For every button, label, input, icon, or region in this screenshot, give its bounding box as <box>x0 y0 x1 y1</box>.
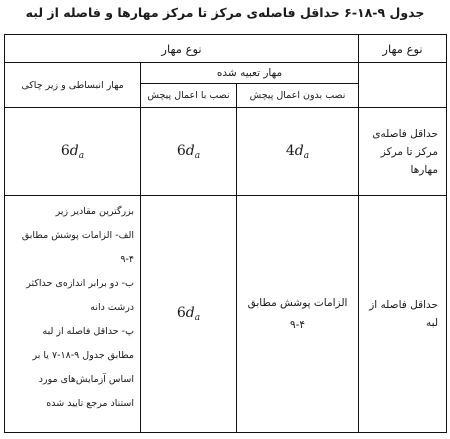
note-line: الف- الزامات پوشش مطابق <box>21 230 135 241</box>
anchor-type-group-header: نوع مهار <box>5 35 359 63</box>
no-torque-header: نصب بدون اعمال پیچش <box>237 84 359 108</box>
row-label-line: مهارها <box>410 163 439 176</box>
note-line: بزرگترین مقادیر زیر <box>55 206 135 217</box>
note-line: درشت دانه <box>90 302 135 313</box>
installed-anchor-header: مهار تعبیه شده <box>141 63 359 84</box>
row-label-line: حداقل فاصله‌ی <box>372 127 439 140</box>
note-line: استناد مرجع تایید شده <box>46 398 135 409</box>
note-line: ۹-۴ <box>120 254 135 265</box>
center-spacing-no-torque: $4d_a$ <box>237 108 359 196</box>
cell-line: ۹-۴ <box>289 319 306 331</box>
expansion-anchor-header: مهار انبساطی و زیر چاکی <box>5 63 141 108</box>
table-caption: جدول ۹-۱۸-۶ حداقل فاصله‌ی مرکز تا مرکز مهارها و فاصله از لبه <box>25 5 425 20</box>
note-line: مطابق جدول ۹-۱۸-۷ یا بر <box>32 350 135 361</box>
with-torque-header: نصب با اعمال پیچش <box>141 84 237 108</box>
note-line: پ- حداقل فاصله از لبه <box>42 326 135 337</box>
edge-distance-with-torque: $6d_a$ <box>141 196 237 433</box>
center-spacing-with-torque: $6d_a$ <box>141 108 237 196</box>
anchor-spacing-table <box>4 34 447 433</box>
row-label-header-spacer <box>359 63 447 108</box>
note-line: ب- دو برابر اندازه‌ی حداکثر <box>26 278 135 289</box>
center-spacing-expansion: $6d_a$ <box>5 108 141 196</box>
row-label-edge-distance <box>359 196 447 433</box>
edge-distance-no-torque <box>237 196 359 433</box>
row-label-line: حداقل فاصله از <box>369 299 439 311</box>
row-label-center-spacing <box>359 108 447 196</box>
row-label-header: نوع مهار <box>359 35 447 63</box>
row-label-line: لبه <box>426 317 439 329</box>
row-label-line: مرکز تا مرکز <box>380 145 439 158</box>
edge-distance-expansion-notes <box>5 196 141 433</box>
cell-line: الزامات پوشش مطابق <box>247 297 348 309</box>
note-line: اساس آزمایش‌های مورد <box>38 374 135 385</box>
